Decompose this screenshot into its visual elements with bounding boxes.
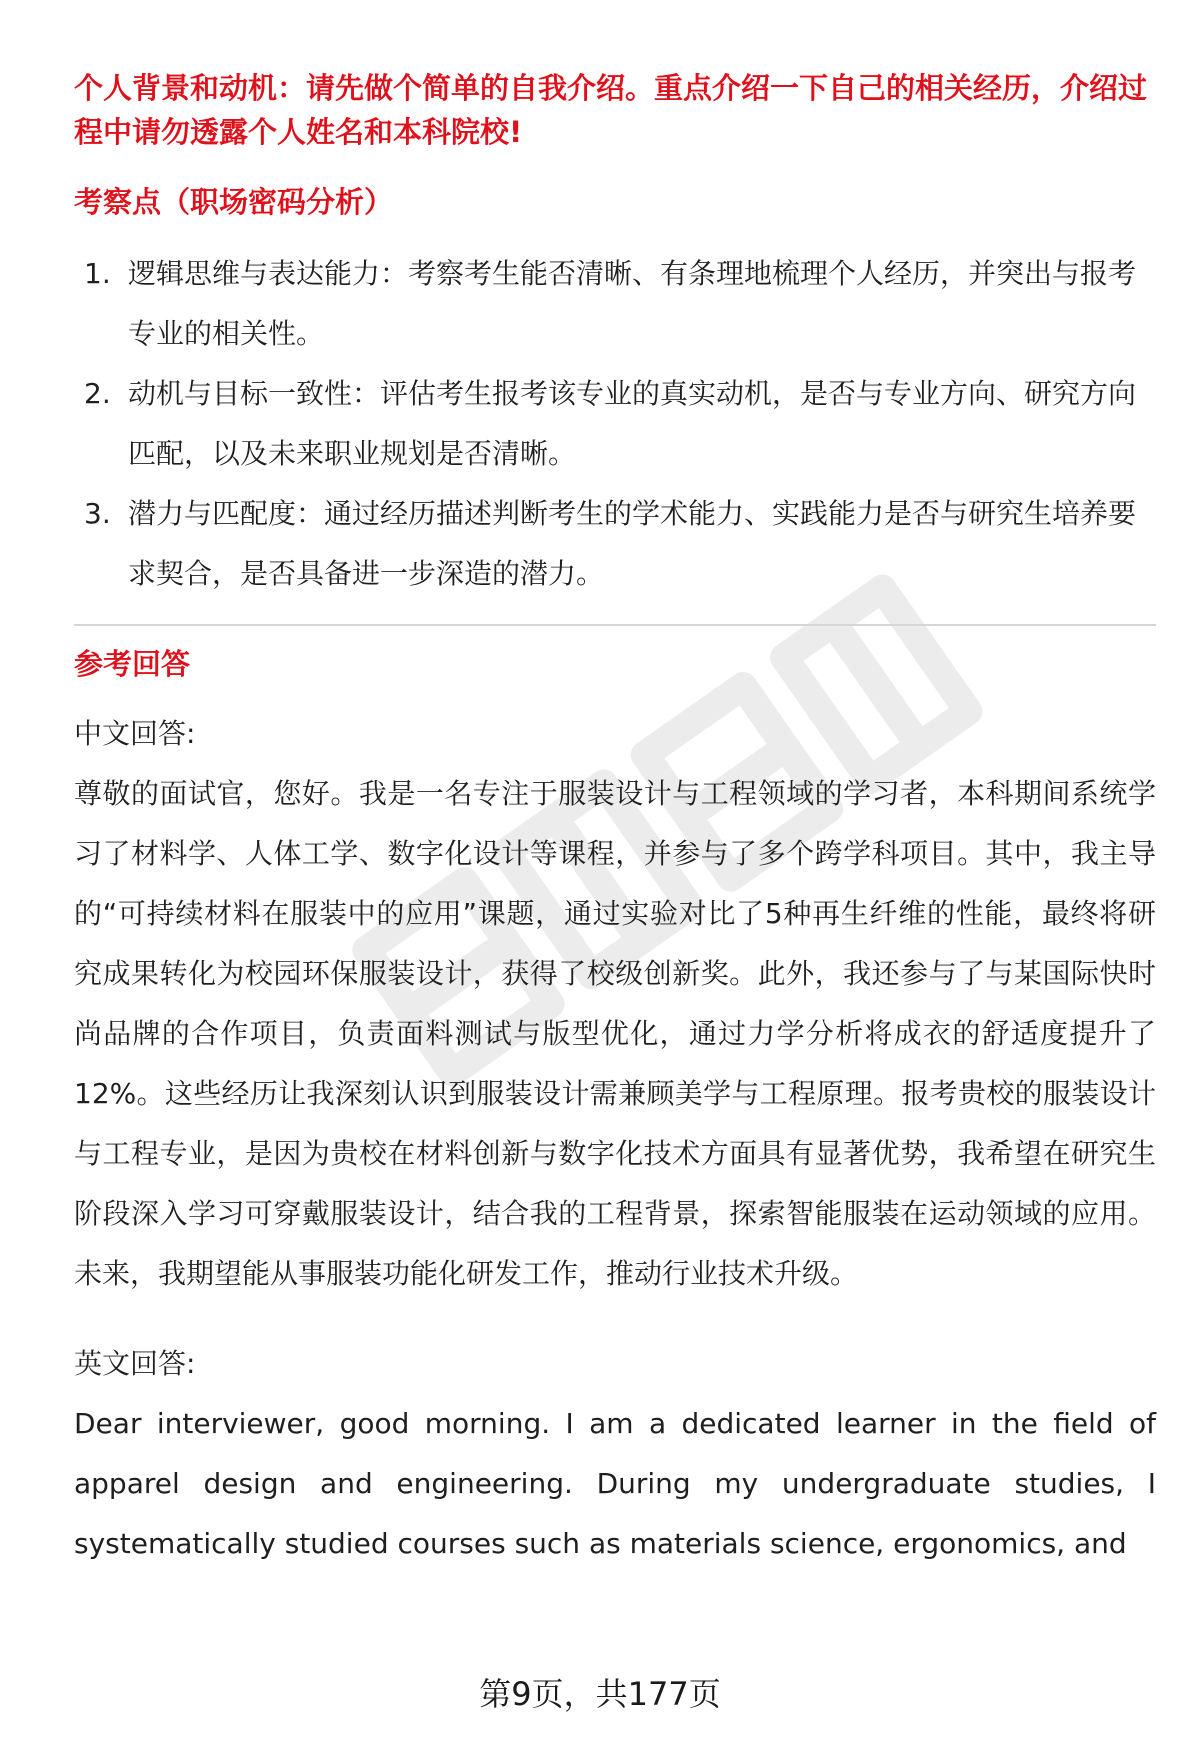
chinese-answer-label: 中文回答: bbox=[74, 717, 196, 750]
list-text: 动机与目标一致性：评估考生报考该专业的真实动机，是否与专业方向、研究方向匹配，以及未来职业规划是否清晰。 bbox=[128, 377, 1137, 470]
question-heading: 个人背景和动机：请先做个简单的自我介绍。重点介绍一下自己的相关经历，介绍过程中请勿透露个人姓名和本科院校! bbox=[74, 71, 1148, 149]
section-divider bbox=[74, 624, 1156, 626]
list-number: 1. bbox=[84, 257, 111, 290]
list-text: 逻辑思维与表达能力：考察考生能否清晰、有条理地梳理个人经历，并突出与报考专业的相关性。 bbox=[128, 257, 1137, 350]
list-number: 3. bbox=[84, 497, 111, 530]
page-content bbox=[74, 66, 1156, 1574]
list-text: 潜力与匹配度：通过经历描述判断考生的学术能力、实践能力是否与研究生培养要求契合，是否具备进一步深造的潜力。 bbox=[128, 497, 1137, 590]
chinese-answer-text: 尊敬的面试官，您好。我是一名专注于服装设计与工程领域的学习者，本科期间系统学习了材料学、人体工学、数字化设计等课程，并参与了多个跨学科项目。其中，我主导的“可持续材料在服装中的应用”课题，通过实验对比了5种再生纤维的性能，最终将研究成果转化为校园环保服装设计，获得了校级创新奖。此外，我还参与了与某国际快时尚品牌的合作项目，负责面料测试与版型优化，通过力学分析将成衣的舒适度提升了12%。这些经历让我深刻认识到服装设计需兼顾美学与工程原理。报考贵校的服装设计与工程专业，是因为贵校在材料创新与数字化技术方面具有显著优势，我希望在研究生阶段深入学习可穿戴服装设计，结合我的工程背景，探索智能服装在运动领域的应用。未来，我期望能从事服装功能化研发工作，推动行业技术升级。 bbox=[74, 777, 1156, 1290]
list-item bbox=[74, 484, 1156, 604]
list-item bbox=[74, 244, 1156, 364]
list-item bbox=[74, 364, 1156, 484]
page-footer: 第9页，共177页 bbox=[479, 1675, 721, 1713]
english-answer-label: 英文回答: bbox=[74, 1347, 196, 1380]
analysis-points bbox=[74, 244, 1156, 604]
reference-title: 参考回答 bbox=[74, 647, 191, 681]
analysis-title: 考察点（职场密码分析） bbox=[74, 185, 394, 219]
list-number: 2. bbox=[84, 377, 111, 410]
english-answer-text: Dear interviewer, good morning. I am a dedicated learner in the field of apparel design and engineering. During my undergraduate studies, I systematically studied courses such as materials science, ergonomics, and bbox=[74, 1407, 1156, 1560]
